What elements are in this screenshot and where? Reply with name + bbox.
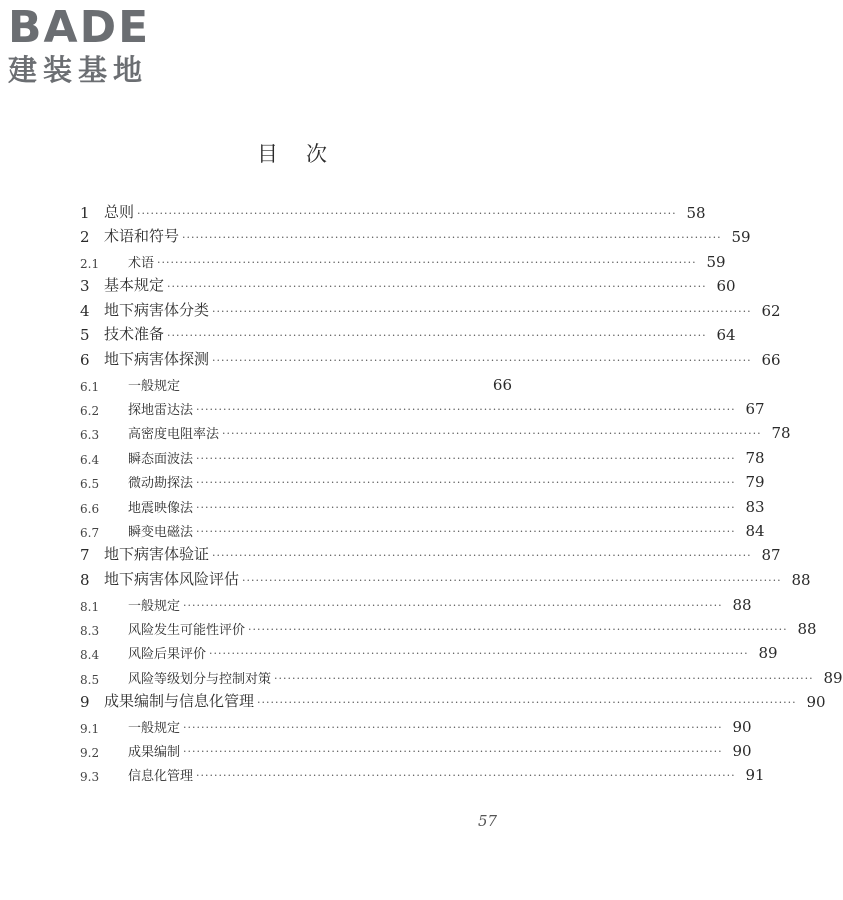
dot-leader: ························································································································ — [212, 354, 752, 367]
dot-leader: ························································································································ — [196, 452, 736, 465]
dot-leader: ························································································································ — [183, 745, 723, 758]
toc-entry-number: 6 — [80, 351, 90, 369]
toc-entry — [80, 712, 752, 736]
toc-entry — [80, 516, 765, 540]
toc-entry-page: 67 — [745, 400, 765, 418]
dot-leader: ························································································································ — [137, 207, 677, 220]
toc-entry — [80, 663, 843, 687]
bade-logo — [8, 4, 183, 88]
toc-entry-page: 88 — [797, 620, 817, 638]
toc-entry-number: 8.3 — [80, 624, 100, 638]
toc-entry-page: 84 — [745, 522, 765, 540]
toc-entry-label: 地下病害体分类 — [104, 301, 210, 319]
toc-entry — [80, 590, 752, 614]
toc-entry-page: 66 — [761, 351, 781, 369]
dot-leader: ························································································································ — [209, 647, 749, 660]
dot-leader: ························································································································ — [167, 280, 707, 293]
toc-entry-number: 6.1 — [80, 380, 100, 394]
toc-entry-label: 探地雷达法 — [128, 403, 194, 418]
toc-entry-page: 83 — [745, 498, 765, 516]
toc-entry-number: 9.2 — [80, 746, 100, 760]
toc-entry-number: 5 — [80, 326, 90, 344]
toc-entry-label: 一般规定 — [128, 721, 181, 736]
toc-entry — [80, 540, 781, 564]
toc-entry-number: 9 — [80, 693, 90, 711]
dot-leader: ························································································································ — [196, 403, 736, 416]
toc-entry-label: 术语和符号 — [104, 227, 180, 245]
page-number: 57 — [478, 812, 498, 830]
toc-entry — [80, 296, 781, 320]
toc-entry — [80, 271, 736, 295]
dot-leader: ························································································································ — [212, 549, 752, 562]
dot-leader: ························································································································ — [196, 476, 736, 489]
toc-entry-page: 66 — [492, 376, 512, 394]
page-title: 目次 — [257, 142, 355, 166]
toc-entry — [80, 565, 811, 589]
toc-entry-page: 59 — [731, 228, 751, 246]
toc-entry-page: 78 — [771, 424, 791, 442]
dot-leader: ························································································································ — [222, 427, 762, 440]
toc-entry-label: 高密度电阻率法 — [128, 427, 220, 442]
toc-entry-number: 6.2 — [80, 404, 100, 418]
toc-entry-page: 59 — [706, 253, 726, 271]
toc-entry-page: 78 — [745, 449, 765, 467]
toc-entry — [80, 736, 752, 760]
toc-entry-label: 风险后果评价 — [128, 647, 207, 662]
dot-leader: ························································································································ — [212, 305, 752, 318]
toc-entry — [80, 345, 781, 369]
dot-leader: ························································································································ — [157, 256, 697, 269]
dot-leader: ························································································································ — [182, 231, 722, 244]
toc-entry-number: 8.1 — [80, 600, 100, 614]
toc-entry-page: 60 — [716, 277, 736, 295]
toc-entry-label: 一般规定 — [128, 599, 181, 614]
toc-entry-label: 地下病害体风险评估 — [104, 570, 240, 588]
dot-leader: ························································································································ — [183, 721, 723, 734]
toc-entry — [80, 638, 778, 662]
toc-entry-label: 地下病害体探测 — [104, 350, 210, 368]
toc-entry-number: 6.5 — [80, 477, 100, 491]
dot-leader: ························································································································ — [248, 623, 788, 636]
toc-entry-page: 89 — [758, 644, 778, 662]
toc-entry-label: 基本规定 — [104, 276, 165, 294]
toc-entry-number: 2.1 — [80, 257, 100, 271]
toc-entry — [80, 492, 765, 516]
toc-entry-page: 90 — [732, 742, 752, 760]
toc-entry-number: 6.3 — [80, 428, 100, 442]
toc-entry-label: 瞬变电磁法 — [128, 525, 194, 540]
toc-entry — [80, 320, 736, 344]
toc-entry — [80, 467, 765, 491]
toc-entry-label: 术语 — [128, 256, 155, 271]
toc-entry-page: 87 — [761, 546, 781, 564]
toc-entry — [80, 687, 826, 711]
toc-entry-label: 成果编制 — [128, 745, 181, 760]
toc-entry-page: 90 — [806, 693, 826, 711]
dot-leader: ························································································································ — [196, 501, 736, 514]
toc-entry-page: 58 — [686, 204, 706, 222]
toc-entry-page: 89 — [823, 669, 843, 687]
toc-entry-label: 成果编制与信息化管理 — [104, 692, 255, 710]
dot-leader: ························································································································ — [242, 574, 782, 587]
toc-entry-number: 7 — [80, 546, 90, 564]
toc-entry-number: 3 — [80, 277, 90, 295]
toc-entry-label: 风险发生可能性评价 — [128, 623, 246, 638]
dot-leader: ························································································································ — [196, 525, 736, 538]
toc-entry-page: 62 — [761, 302, 781, 320]
toc-entry-number: 1 — [80, 204, 90, 222]
toc-entry — [80, 222, 751, 246]
toc-entry-number: 8.4 — [80, 648, 100, 662]
logo-text-en: BADE — [8, 2, 151, 53]
toc-entry — [80, 443, 765, 467]
toc-entry-label: 地下病害体验证 — [104, 545, 210, 563]
toc-entry-label: 风险等级划分与控制对策 — [128, 672, 272, 687]
toc-entry-number: 8.5 — [80, 673, 100, 687]
toc-entry-label: 地震映像法 — [128, 501, 194, 516]
toc-entry-page: 91 — [745, 766, 765, 784]
toc-entry-page: 64 — [716, 326, 736, 344]
toc-entry-label: 瞬态面波法 — [128, 452, 194, 467]
toc-entry-label: 一般规定 — [128, 379, 181, 394]
toc-entry — [80, 614, 817, 638]
toc-entry-label: 总则 — [104, 203, 135, 221]
dot-leader: ························································································································ — [196, 769, 736, 782]
toc-entry-page: 90 — [732, 718, 752, 736]
toc-entry-number: 6.4 — [80, 453, 100, 467]
toc-entry-number: 2 — [80, 228, 90, 246]
toc-entry-label: 信息化管理 — [128, 769, 194, 784]
toc-entry-page: 79 — [745, 473, 765, 491]
toc-entry — [80, 247, 726, 271]
toc-entry-label: 微动勘探法 — [128, 476, 194, 491]
toc-entry-number: 4 — [80, 302, 90, 320]
toc-entry — [80, 394, 765, 418]
toc-entry-label: 技术准备 — [104, 325, 165, 343]
toc-entry-page: 88 — [732, 596, 752, 614]
toc-entry-page: 88 — [791, 571, 811, 589]
toc-entry — [80, 418, 791, 442]
toc-entry — [80, 198, 706, 222]
dot-leader: ························································································································ — [183, 599, 723, 612]
logo-text-cn: 建装基地 — [8, 53, 149, 87]
toc-entry-number: 6.7 — [80, 526, 100, 540]
toc-entry-number: 9.1 — [80, 722, 100, 736]
dot-leader: ························································································································ — [274, 672, 814, 685]
toc-entry — [80, 760, 765, 784]
dot-leader: ························································································································ — [257, 696, 797, 709]
toc-entry-number: 8 — [80, 571, 90, 589]
dot-leader: ························································································································ — [167, 329, 707, 342]
toc-entry-number: 9.3 — [80, 770, 100, 784]
toc-entry — [80, 370, 512, 394]
toc-entry-number: 6.6 — [80, 502, 100, 516]
